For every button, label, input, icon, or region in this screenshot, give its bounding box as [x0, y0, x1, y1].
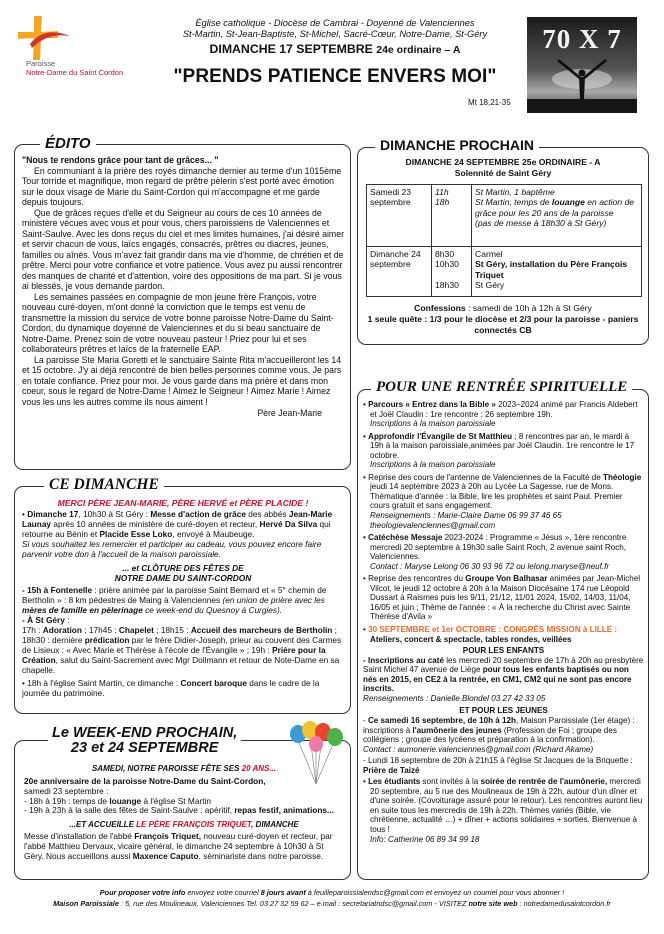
weekend-body: [24, 764, 344, 862]
rentree-body: [363, 400, 644, 844]
text-span: François Triquet,: [134, 831, 202, 841]
anniversary-date: samedi 23 septembre :: [24, 785, 109, 796]
footer: [14, 888, 650, 909]
text-span: Approfondir l'Évangile de St Matthieu: [368, 431, 513, 441]
text-span: louange: [551, 197, 585, 208]
event: [475, 197, 638, 218]
text-span: Concert baroque: [180, 677, 247, 688]
text-span: 30 SEPTEMBRE et 1er OCTOBRE : CONGRÈS MISSION à LILLE :: [368, 625, 618, 635]
list-item: [363, 777, 644, 844]
prochain-title: DIMANCHE PROCHAIN: [375, 137, 539, 154]
text-span: Maxence Caputo: [132, 850, 199, 861]
quete-line: 1 seule quête : 1/3 pour le diocèse et 2/3 pour la paroisse - paniers connectés CB: [367, 314, 639, 335]
text-span: , 10h30 à St Géry :: [78, 509, 151, 520]
text-span: Groupe Von Balhasar: [465, 574, 548, 584]
list-item: [363, 400, 644, 429]
text-span: à feuilleparoissialendsc@gmail.com et envoyez un courriel pour vous abonner !: [305, 888, 565, 897]
schedule-table: [366, 184, 642, 297]
text-span: Prière pour la Création: [22, 644, 326, 665]
schedule-events: [472, 185, 642, 247]
page-title: "PRENDS PATIENCE ENVERS MOI": [173, 66, 497, 87]
time: 8h30: [435, 249, 455, 259]
merci-name: JEAN-MARIE: [113, 498, 167, 508]
time: 18h: [435, 197, 450, 208]
text-span: 17h :: [22, 624, 43, 635]
text-span: Messe d'action de grâce: [150, 509, 246, 520]
header-image: [527, 17, 637, 113]
header-date-line: [150, 42, 520, 57]
merci-name: HERVÉ: [197, 498, 228, 508]
text-span: par le frère Didier-Joseph, prieur au couvent des Carmes de Lisieux : « Avec Marie et Thérèse à l'école de l'Évangile » ; 19h :: [22, 634, 342, 655]
cross-icon: [14, 14, 74, 62]
text-span: : prière animée par la paroisse Saint Bernard et « 5° chemin de Bertholin » : 8 km pédestres de Maing à Valenciennes: [22, 584, 327, 605]
merci-line: [22, 498, 344, 508]
text-span: Les étudiants: [368, 777, 421, 787]
text-span: Chapelet: [118, 624, 154, 635]
text-span: Contact : Maryse Lelong 06 30 93 96 72 ou lelong.maryse@neuf.fr: [370, 561, 610, 571]
text-span: - Lundi 18 septembre de 20h à 21h15 à l'église St Jacques de la Briquette :: [363, 756, 633, 766]
edito-title: ÉDITO: [40, 135, 96, 153]
list-item: [363, 716, 644, 754]
weekend-title-line-1: Le WEEK-END PROCHAIN,: [52, 725, 238, 741]
footer-line-2: [14, 899, 650, 910]
text-span: 20 ANS...: [241, 764, 277, 773]
bullet-icon: •: [363, 777, 369, 787]
text-span: St Martin, temps de: [475, 197, 552, 208]
cloture-heading-1: ... et CLÔTURE DES FÊTES DE: [122, 563, 244, 574]
text-span: à l'église St Martin: [141, 795, 211, 806]
text-span: ; 18h15 :: [153, 624, 191, 635]
text-span: Inscriptions à la maison paroissiale: [370, 419, 496, 429]
logo-line-2: Notre-Dame du Saint Cordon: [26, 68, 124, 77]
text-span: :: [64, 614, 70, 625]
time-spacer: [435, 270, 468, 280]
text-span: Accueil des marcheurs de Bertholin: [190, 624, 333, 635]
edito-quote: "Nous te rendons grâce pour tant de grâces... ": [22, 155, 219, 165]
text-span: - Inscriptions au caté: [363, 655, 444, 665]
text-span: sont invités à la: [420, 777, 481, 787]
list-item: [363, 756, 644, 775]
edito-paragraph: La paroisse Ste Maria Goretti et le sanctuaire Sainte Rita m'accueilleront les 14 et 15 octobre. J'y ai déjà rencontré de bien belles personnes comme vous. Je pars en totale confiance. Priez pour moi. Je vous garde dans ma prière et dans mon coeur, sous le regard de Notre-Dame ! Aimez le Seigneur ! Aimez Marie ! Aimez vous les uns les autres comme ils nous aiment !: [22, 354, 342, 407]
logo-line-1: Paroisse: [26, 59, 56, 68]
cloture-heading-2: NOTRE DAME DU SAINT-CORDON: [114, 573, 252, 584]
text-span: jeudi 14 septembre 2023 à 20h au Lycée La Sagesse, rue de Mons. Thématique d'année : la Bible, lire les prophètes et saint Paul. Premier cours gratuit et sans engagement.: [370, 482, 623, 511]
don-note: Si vous souhaitez les remercier et participer au cadeau, vous pouvez encore faire parvenir votre don à l'accueil de la maison paroissiale.: [22, 539, 322, 560]
samedi-heading: [24, 764, 344, 774]
text-span: après 10 années de ministère de curé-doyen et recteur,: [51, 519, 260, 530]
text-span: Contact : aumonerie.valenciennes@gmail.com (Richard Akame): [363, 744, 594, 754]
text-span: nouveau curé-doyen et recteur, par l'abbé Matthieu Dervaux, vicaire général, le dimanche 24 septembre à 10h30 à St Géry. Nous accueillons aussi: [24, 831, 333, 861]
list-item: [363, 574, 644, 622]
text-span: Reprise des rencontres du: [368, 574, 466, 584]
installation-text: [24, 832, 344, 862]
edito-signature: Père Jean-Marie: [257, 408, 322, 418]
confessions-line: [364, 303, 642, 313]
text-span: notre site web: [468, 898, 518, 908]
prochain-footer: [364, 303, 642, 335]
anniversary-line: 20e anniversaire de la paroisse Notre-Dame du Saint-Cordon,: [24, 775, 266, 786]
repas-line: [24, 806, 344, 816]
text-span: 8 jours avant: [260, 888, 306, 897]
merci-name: PLACIDE: [265, 498, 304, 508]
messe-item: [22, 510, 344, 540]
text-span: 18h à l'église Saint Martin, ce dimanche :: [27, 677, 181, 688]
text-span: - À St Géry: [22, 614, 65, 625]
ce-dimanche-title: CE DIMANCHE: [44, 476, 164, 495]
text-span: Maison Paroissiale: [53, 898, 119, 908]
accueil-heading: [24, 820, 344, 830]
text-span: dans le cadre de la journée du patrimoine.: [22, 677, 320, 698]
text-span: les mercredi 20 septembre de 17h à 20h au presbytère Saint Michel 47 avenue de Liège: [363, 655, 644, 675]
text-span: , DIMANCHE: [251, 820, 299, 830]
schedule-times: [432, 185, 472, 247]
bullet-icon: •: [363, 472, 369, 482]
fontenelle-item: [22, 586, 344, 616]
bullet-icon: •: [363, 431, 369, 441]
text-span: - 19h à 23h à la salle des fêtes de Saint-Saulve : apéritif,: [24, 805, 235, 816]
time: 10h30: [435, 259, 459, 270]
text-span: - 15h à Fontenelle: [22, 584, 93, 595]
text-span: Ce samedi 16 septembre, de 10h à 12h: [367, 715, 516, 725]
text-span: ; 17h45 :: [81, 624, 119, 635]
list-item: [363, 432, 644, 470]
parish-logo: [14, 14, 124, 77]
text-span: qui retourne au Bénin et: [22, 519, 331, 540]
text-span: , salut du Saint-Sacrement avec Mgr Dollmann et retour de Note-Dame en sa chapelle.: [22, 654, 340, 675]
text-span: Confessions: [414, 303, 466, 313]
text-span: theologievalenciennes@gmail.com: [370, 520, 496, 530]
text-span: Prière de Taizé: [363, 765, 420, 775]
text-span: louange: [109, 795, 142, 806]
rentree-title: POUR UNE RENTRÉE SPIRITUELLE: [371, 378, 632, 396]
text-span: ; 18h30 : dernière: [22, 624, 337, 645]
text-span: Renseignements : Marie-Claire Dame 06 99 37 46 65: [370, 511, 562, 521]
text-span: pour tous les enfants baptisés ou non nés en 2015, en CE2 à la rentrée, en CM1, CM2 qui ne sont pas encore inscrits.: [363, 665, 632, 694]
merci-text: et PÈRE: [227, 498, 266, 508]
gospel-reference: Mt 18,21-35: [468, 98, 511, 107]
text-span: Ateliers, concert & spectacle, tables rondes, veillées: [370, 634, 572, 644]
header-ordinaire: 24e ordinaire – A: [376, 44, 461, 56]
list-item: [363, 533, 644, 571]
schedule-day: Dimanche 24 septembre: [367, 247, 432, 297]
prochain-subtitle-2: Solennité de Saint Géry: [454, 167, 552, 178]
text-span: Théologie: [603, 472, 642, 482]
header-diocese: Église catholique - Diocèse de Cambrai - Doyenné de Valenciennes: [195, 18, 475, 28]
text-span: ; 8 rencontres par an, le mardi à 19h à la maison paroissiale,animées par Joël Claudin. 1re rencontre le 17 octobre.: [370, 431, 635, 460]
text-span: : notredamedusaintcordon.fr: [517, 898, 611, 908]
text-span: : 5, rue des Moulineaux, Valenciennes Tel. 03 27 32 59 62 – e.mail : secretariatndsc@gmail.com - VISITEZ: [118, 898, 469, 908]
enfants-heading: POUR LES ENFANTS: [462, 646, 545, 656]
text-span: Reprise des cours de l'antenne de Valenciennes de la Faculté de: [368, 472, 604, 482]
jeunes-heading: ET POUR LES JEUNES: [459, 706, 548, 716]
text-span: Parcours « Entrez dans la Bible »: [368, 400, 496, 409]
text-span: (Profession de Foi ; groupe des collégiens ; groupe des lycéens et préparation à la confirmation).: [363, 725, 617, 745]
bullet-icon: •: [363, 625, 369, 635]
time: 18h30: [435, 279, 459, 290]
event: St Géry, installation du Père François Triquet: [475, 259, 628, 280]
text-span: SAMEDI, NOTRE PAROISSE FÊTE SES: [91, 764, 242, 773]
text-span: , séminariste dans notre paroisse.: [198, 850, 324, 861]
silhouette-icon: [527, 17, 637, 113]
text-span: Placide Esse Loko: [99, 529, 173, 540]
schedule-day: Samedi 23 septembre: [367, 185, 432, 247]
text-span: : samedi de 10h à 12h à St Géry: [465, 303, 592, 313]
bullet-icon: •: [363, 574, 369, 584]
ce-dimanche-body: [22, 498, 344, 698]
st-gery-program: [22, 626, 344, 676]
text-span: Pour proposer votre info: [99, 888, 186, 897]
table-row: [367, 247, 642, 297]
header-image-text: 70 X 7: [542, 24, 622, 54]
header-date: DIMANCHE 17 SEPTEMBRE: [209, 42, 373, 56]
text-span: mercredi 20 septembre, au 5 rue des Moulineaux de 19h à 22h, autour d'un dîner et d'une soirée. (Covoiturage assuré pour le retour). Les rencontres auront lieu en suite tous les mercredis de 19h à 22h. Thèmes variés (Bible, vie chrétienne, actualité …) + dîner + actions solidaires + sorties. Bienvenue à tous !: [370, 777, 643, 834]
text-span: repas festif, animations...: [234, 805, 334, 816]
text-span: (en union de prière avec les: [222, 594, 325, 605]
list-item: [363, 473, 644, 530]
text-span: , Maison Paroissiale (1er étage) : inscriptions à: [363, 715, 635, 735]
event: St Martin, 1 baptême: [475, 187, 555, 197]
text-span: Jean-Marie Launay: [22, 509, 333, 530]
text-span: ce week-end du Quesnoy à Curgies).: [142, 604, 283, 615]
text-span: -: [363, 715, 368, 725]
bullet-icon: •: [363, 400, 369, 409]
text-span: - 18h à 19h : temps de: [24, 795, 110, 806]
footer-line-1: [14, 888, 650, 899]
table-row: [367, 185, 642, 247]
text-span: ...ET ACCUEILLE: [69, 820, 137, 830]
prochain-subtitle: [364, 157, 642, 178]
weekend-title-line-2: 23 et 24 SEPTEMBRE: [70, 740, 219, 757]
list-item: [363, 625, 644, 644]
text-span: Inscriptions à la maison paroissiale: [370, 460, 496, 470]
text-span: Renseignements : Danielle Blondel 03 27 42 33 05: [363, 693, 546, 703]
text-span: en action de grâce pour les 20 ans de la paroisse: [475, 197, 635, 218]
bullet-icon: •: [363, 533, 369, 543]
text-span: Hervé Da Silva: [259, 519, 318, 530]
event: St Géry: [475, 280, 505, 291]
merci-text: , PÈRE: [166, 498, 198, 508]
list-item: [363, 656, 644, 704]
bullet-icon: •: [22, 677, 28, 688]
text-span: l'aumônerie des jeunes: [412, 725, 502, 735]
text-span: prédication: [84, 634, 130, 645]
text-span: Dimanche 17: [27, 509, 79, 520]
text-span: 2023-2024 : Programme « Jésus », 1ère rencontre mercredi 20 septembre à 19h30 salle Saint Roch, 2 avenue saint Roch, Valenciennes.: [370, 533, 627, 562]
edito-paragraph: Que de grâces reçues d'elle et du Seigneur au cours de ces 10 années de ministère vécues avec vous et pour vous, chers paroissiens de Valenciennes et Saint-Saulve. Avec les dons reçus du ciel et mes limites humaines, j'ai désiré aimer et servir chacun de vous, laïcs engagés, consacrés, prêtres ou diacres, jeunes, familles ou aînés. Vous m'avez fait grandir dans ma vie d'homme, de chrétien et de prêtre. Merci pour votre confiance et votre patience. Vous avez pu aussi rencontrer des manques de charité et d'attention, voire des oppositions de ma part. Si je vous ai blessés, je vous demande pardon.: [22, 207, 345, 291]
event: (pas de messe à 18h30 à St Géry): [475, 218, 607, 229]
edito-body: [22, 155, 344, 419]
text-span: soirée de rentrée de l'aumônerie,: [480, 777, 608, 787]
text-span: Adoration: [42, 624, 82, 635]
time: 11h: [435, 187, 449, 197]
merci-text: !: [303, 498, 309, 508]
text-span: , envoyé à Maubeuge.: [172, 529, 255, 540]
text-span: Info: Catherine 06 89 34 99 18: [370, 834, 480, 844]
text-span: mères de famille en pèlerinage: [22, 604, 143, 615]
event: Carmel: [475, 249, 503, 259]
weekend-title: [48, 726, 241, 756]
edito-paragraph: Les semaines passées en compagnie de mon jeune frère François, votre nouveau curé-doyen, m'ont donné la conviction que le temps est venu de transmettre la mission du service de votre bonne paroisse Notre-Dame du Saint-Cordon, du dynamique doyenné de Valenciennes et du si beau sanctuaire de Notre-Dame. Prenez soin de votre nouveau pasteur ! Priez pour lui et ses collaborateurs prêtres et laïcs de la fraternelle EAP.: [22, 291, 334, 354]
text-span: 2023–2024 animé par Francis Aldebert et Joël Claudin : 1re rencontre : 26 septembre 19h.: [370, 400, 638, 419]
text-span: LE PÈRE FRANÇOIS TRIQUET: [136, 820, 252, 830]
text-span: Messe d'installation de l'abbé: [24, 831, 135, 841]
text-span: animées par Jean-Michel Vilcot, le jeudi 12 octobre à 20h à la Maison Diocésaine 174 rue Léopold Dussart à Raismes puis les 9/11, 21/12, 11/01 2024, 15/02, 14/03, 11/04, 16/05 et juin ; Thème de l'année : « À la recherche du Christ avec Sainte Thérèse d'Avila »: [370, 574, 641, 622]
text-span: envoyez votre courriel: [185, 888, 261, 897]
header-churches: St-Martin, St-Jean-Baptiste, St-Michel, Sacré-Cœur, Notre-Dame, St-Géry: [182, 29, 488, 39]
bullet-icon: •: [22, 509, 28, 520]
text-span: Catéchèse Messaje: [368, 533, 443, 543]
schedule-events: [472, 247, 642, 297]
edito-paragraph: En communiant à la prière des royés dimanche dernier au terme d'un 1015ème Tour torride et magnifique, mon regard de prêtre pèlerin s'est porté avec émotion sur le doux visage de Marie du Saint-Cordon qui m'accompagne et me garde depuis toujours.: [22, 165, 342, 207]
schedule-times: [432, 247, 472, 297]
merci-text: MERCI PÈRE: [57, 498, 114, 508]
prochain-subtitle-1: DIMANCHE 24 SEPTEMBRE 25e ORDINAIRE - A: [405, 157, 601, 167]
concert-item: [22, 679, 344, 699]
text-span: des abbés: [245, 509, 289, 520]
